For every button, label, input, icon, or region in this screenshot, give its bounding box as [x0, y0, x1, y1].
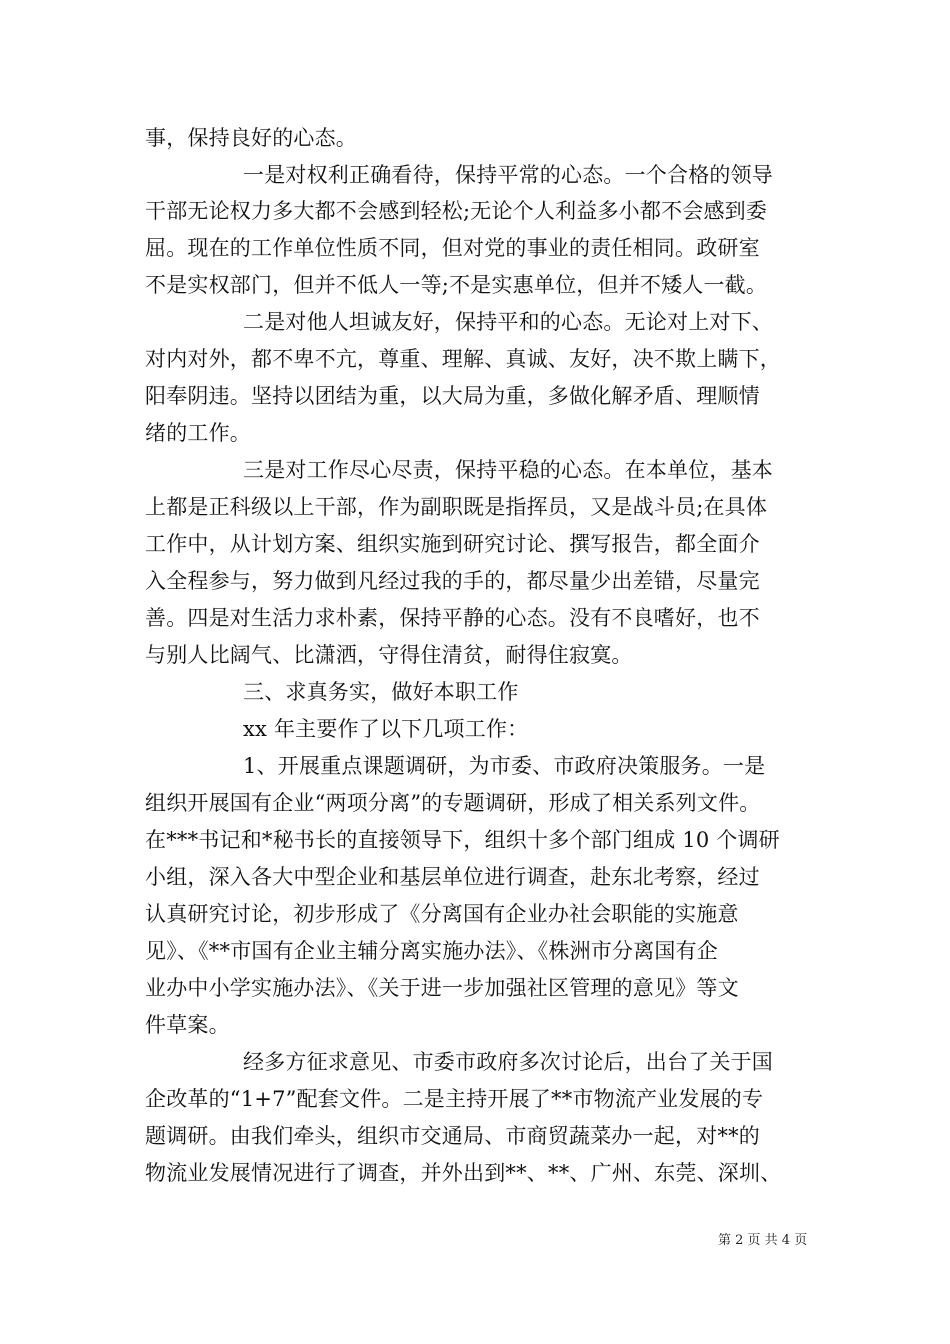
section-heading: 三、求真务实，做好本职工作 [243, 680, 519, 704]
paragraph-line: 干部无论权力多大都不会感到轻松;无论个人利益多小都不会感到委 [145, 199, 768, 223]
paragraph-line: 1、开展重点课题调研，为市委、市政府决策服务。一是 [243, 754, 766, 778]
paragraph-line: 在***书记和*秘书长的直接领导下，组织十多个部门组成 10 个调研 [145, 828, 780, 852]
paragraph-line: 一是对权利正确看待，保持平常的心态。一个合格的领导 [243, 163, 773, 187]
paragraph-line: 阳奉阴违。坚持以团结为重，以大局为重，多做化解矛盾、理顺情 [145, 384, 760, 408]
paragraph-line: 入全程参与，努力做到凡经过我的手的，都尽量少出差错，尽量完 [145, 569, 760, 593]
paragraph-line: 经多方征求意见、市委市政府多次讨论后，出台了关于国 [243, 1050, 773, 1074]
paragraph-line: 不是实权部门，但并不低人一等;不是实惠单位，但并不矮人一截。 [145, 273, 768, 297]
paragraph-line: 见》、《**市国有企业主辅分离实施办法》、《株洲市分离国有企 [145, 939, 718, 963]
paragraph-line: xx 年主要作了以下几项工作： [243, 717, 529, 741]
paragraph-line: 工作中，从计划方案、组织实施到研究讨论、撰写报告，都全面介 [145, 532, 760, 556]
paragraph-line: 事，保持良好的心态。 [145, 126, 357, 150]
paragraph-line: 二是对他人坦诚友好，保持平和的心态。无论对上对下、 [243, 310, 773, 334]
paragraph-line: 上都是正科级以上干部，作为副职既是指挥员，又是战斗员;在具体 [145, 495, 768, 519]
page-number: 第 2 页 共 4 页 [718, 1233, 808, 1248]
paragraph-line: 小组，深入各大中型企业和基层单位进行调查，赴东北考察，经过 [145, 865, 760, 889]
paragraph-line: 与别人比阔气、比潇洒，守得住清贫，耐得住寂寞。 [145, 643, 633, 667]
paragraph-line: 屈。现在的工作单位性质不同，但对党的事业的责任相同。政研室 [145, 236, 760, 260]
paragraph-line: 企改革的“1+7”配套文件。二是主持开展了**市物流产业发展的专 [145, 1087, 764, 1111]
paragraph-line: 业办中小学实施办法》、《关于进一步加强社区管理的意见》等文 [145, 976, 739, 1000]
paragraph-line: 三是对工作尽心尽责，保持平稳的心态。在本单位，基本 [243, 458, 773, 482]
paragraph-line: 物流业发展情况进行了调查，并外出到**、**、广州、东莞、深圳、 [145, 1161, 782, 1185]
paragraph-line: 件草案。 [145, 1013, 230, 1037]
paragraph-line: 组织开展国有企业“两项分离”的专题调研，形成了相关系列文件。 [145, 791, 761, 815]
paragraph-line: 绪的工作。 [145, 421, 251, 445]
paragraph-line: 认真研究讨论，初步形成了《分离国有企业办社会职能的实施意 [145, 902, 739, 926]
paragraph-line: 题调研。由我们牵头，组织市交通局、市商贸蔬菜办一起，对**的 [145, 1124, 760, 1148]
paragraph-line: 对内对外，都不卑不亢，尊重、理解、真诚、友好，决不欺上瞒下， [145, 347, 781, 371]
paragraph-line: 善。四是对生活力求朴素，保持平静的心态。没有不良嗜好，也不 [145, 606, 760, 630]
